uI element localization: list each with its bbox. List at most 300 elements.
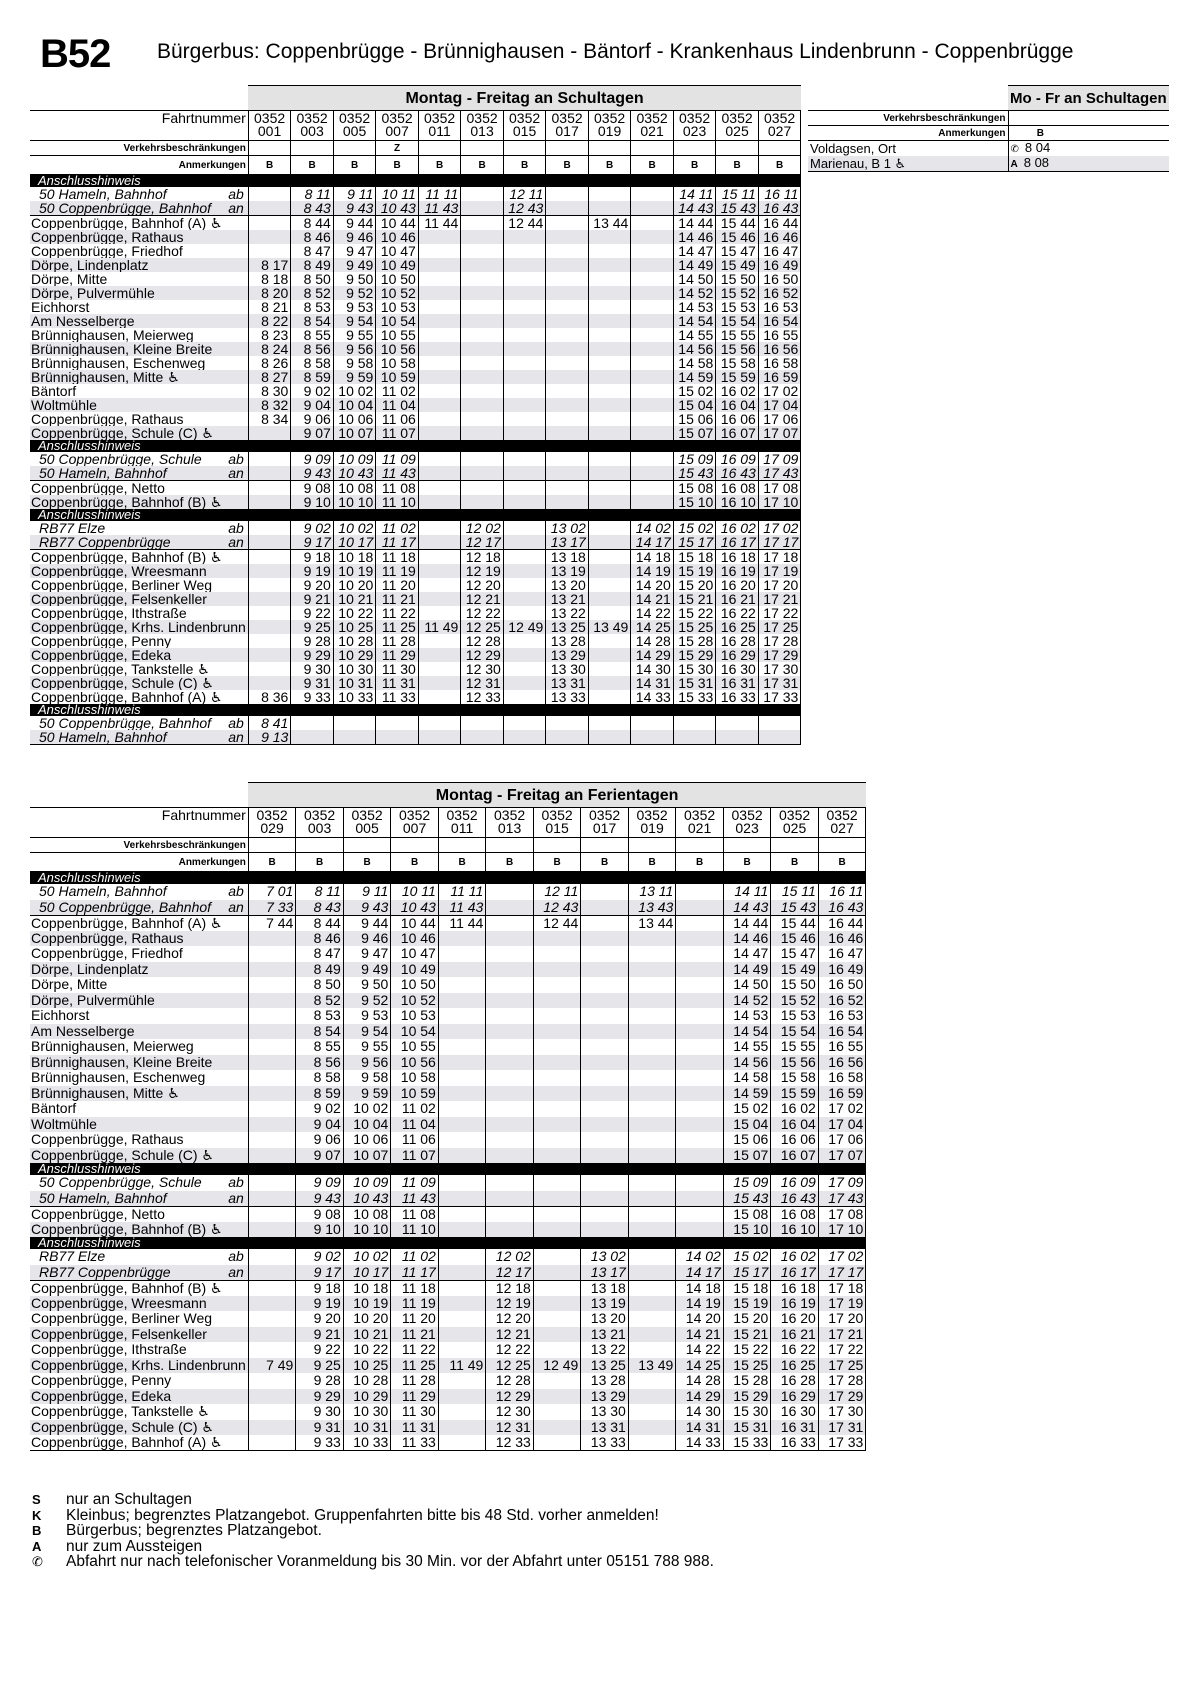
trip-number-label: Fahrtnummer [30,808,248,838]
time-cell: 14 30 [676,1404,724,1420]
trip-prefix: 0352 [424,110,456,126]
time-cell [581,900,629,916]
time-cell: 13 31 [581,1420,629,1436]
time-cell: 10 56 [391,1055,439,1071]
time-cell: 9 28 [296,1373,344,1389]
time-cell: 14 54 [723,1024,771,1040]
connection-name-cell [30,1175,248,1191]
time-cell [438,1342,486,1358]
time-cell [438,1389,486,1405]
time-cell: 9 21 [296,1327,344,1343]
time-cell: 10 29 [343,1389,391,1405]
time-cell [588,578,631,592]
stop-name: Dörpe, Lindenplatz [30,962,248,978]
stop-row [30,398,801,412]
time-cell: 8 46 [296,931,344,947]
time-cell: 16 08 [716,481,759,496]
time-cell [248,1175,296,1191]
connection-row [30,521,801,535]
time-cell: 16 04 [716,398,759,412]
legend-symbol: K [32,1507,42,1523]
time-cell [248,931,296,947]
time-cell [588,286,631,300]
time-cell [248,962,296,978]
time-cell: 10 02 [333,384,376,398]
trip-suffix: 029 [260,820,284,836]
time-cell: 16 52 [818,993,866,1009]
time-cell [581,1222,629,1238]
time-cell: 15 17 [673,535,716,550]
stop-name: Coppenbrügge, Penny [30,1373,248,1389]
note-cell: B [248,156,291,175]
time-cell: 11 43 [438,900,486,916]
time-cell: 9 04 [291,398,334,412]
time-cell [461,412,504,426]
time-cell [581,1039,629,1055]
connection-name-cell [30,1191,248,1207]
time-cell: 15 52 [716,286,759,300]
stop-row [30,690,801,704]
restriction-cell [533,838,581,853]
stop-name: Coppenbrügge, Bahnhof (B) ♿ [30,550,248,565]
time-cell: 7 44 [248,915,296,931]
time-cell: 9 08 [296,1206,344,1222]
time-cell: 8 34 [248,412,291,426]
time-cell: 13 29 [581,1389,629,1405]
time-cell [503,564,546,578]
time-cell [248,1435,296,1451]
time-cell [546,466,589,481]
time-cell [248,1265,296,1281]
arr-dep-marker: ab [228,521,244,535]
note-cell: B [333,156,376,175]
time-cell: 8 11 [296,884,344,900]
connection-name: 50 Hameln, Bahnhof [39,730,167,745]
time-cell [628,1373,676,1389]
time-cell: 14 22 [676,1342,724,1358]
note-cell: B [676,853,724,872]
time-cell: 14 50 [723,977,771,993]
time-cell: 16 33 [771,1435,819,1451]
time-cell: 14 47 [723,946,771,962]
stop-row [30,286,801,300]
time-cell: 8 47 [296,946,344,962]
time-cell [546,452,589,466]
time-cell [503,481,546,496]
time-cell: 8 20 [248,286,291,300]
trip-number [343,808,391,838]
time-cell: 13 18 [581,1280,629,1296]
time-cell: 10 52 [391,993,439,1009]
trip-suffix: 019 [640,820,664,836]
time-cell [438,1191,486,1207]
stop-name: Coppenbrügge, Edeka [30,1389,248,1405]
time-cell: 10 04 [343,1117,391,1133]
time-cell: 14 20 [676,1311,724,1327]
time-cell: 16 07 [716,426,759,440]
time-cell [503,230,546,244]
time-cell: 10 02 [343,1249,391,1265]
time-cell [546,300,589,314]
trip-prefix: 0352 [721,110,753,126]
time-cell: 16 22 [716,606,759,620]
time-cell [546,230,589,244]
time-cell: 15 09 [673,452,716,466]
time-cell: 11 09 [376,452,419,466]
time-cell: 12 22 [486,1342,534,1358]
time-cell: 15 30 [723,1404,771,1420]
time-cell: 13 20 [546,578,589,592]
restriction-cell [758,141,801,156]
time-cell [486,993,534,1009]
time-cell: 10 53 [391,1008,439,1024]
timetable-school-days [30,85,801,745]
time-cell: 16 28 [716,634,759,648]
time-cell [461,201,504,216]
time-cell [676,1024,724,1040]
time-cell: 8 56 [291,342,334,356]
stop-row [30,1358,866,1374]
time-cell: 15 02 [673,384,716,398]
time-cell: 11 17 [391,1265,439,1281]
trip-prefix: 0352 [636,110,668,126]
time-cell [503,676,546,690]
time-cell: 7 01 [248,884,296,900]
time-cell [503,466,546,481]
time-cell [248,550,291,565]
time-cell [581,962,629,978]
time-cell: 17 43 [818,1191,866,1207]
time-cell: 15 43 [673,466,716,481]
time-cell [438,1265,486,1281]
time-cell: 11 02 [376,521,419,535]
time-cell [673,716,716,730]
trip-prefix: 0352 [509,110,541,126]
time-cell: 10 43 [333,466,376,481]
connection-section-label: Anschlusshinweis [30,872,866,885]
time-cell [418,384,461,398]
time-cell: 12 31 [461,676,504,690]
time-cell: 11 09 [391,1175,439,1191]
restriction-cell [716,141,759,156]
trip-prefix: 0352 [351,807,383,823]
time-cell [438,977,486,993]
time-cell: 12 21 [461,592,504,606]
time-cell: 15 04 [673,398,716,412]
stop-row [30,1311,866,1327]
time-cell: 9 56 [343,1055,391,1071]
time-cell: 15 08 [673,481,716,496]
stop-name: Dörpe, Pulvermühle [30,286,248,300]
time-cell [438,1132,486,1148]
trip-prefix: 0352 [589,807,621,823]
time-cell: 15 44 [716,216,759,231]
time-cell [546,398,589,412]
time-cell: 11 25 [391,1358,439,1374]
time-cell: 11 10 [376,495,419,509]
arr-dep-marker: ab [228,1249,244,1265]
time-cell: 16 02 [716,384,759,398]
time-cell [248,1342,296,1358]
time-cell: 17 18 [818,1280,866,1296]
time-cell [588,564,631,578]
time-cell [486,1055,534,1071]
time-cell: 11 43 [376,466,419,481]
time-cell: 11 28 [376,634,419,648]
time-cell: 16 04 [771,1117,819,1133]
time-cell [676,1132,724,1148]
stop-row [30,1327,866,1343]
time-cell [676,900,724,916]
time-cell [533,1132,581,1148]
time-cell: 15 29 [673,648,716,662]
time-cell [248,1086,296,1102]
time-cell [758,716,801,730]
time-cell [546,272,589,286]
time-cell: 16 44 [818,915,866,931]
time-cell: 11 08 [376,481,419,496]
time-cell [438,1420,486,1436]
time-cell: 9 30 [296,1404,344,1420]
connection-name: 50 Hameln, Bahnhof [39,1190,167,1206]
time-cell [628,946,676,962]
time-cell [248,1101,296,1117]
time-cell: 16 44 [758,216,801,231]
stop-name: Coppenbrügge, Rathaus [30,1132,248,1148]
time-cell [581,915,629,931]
time-cell: 10 22 [333,606,376,620]
time-cell: 12 19 [486,1296,534,1312]
trip-number [248,808,296,838]
time-cell [248,634,291,648]
time-cell [628,1265,676,1281]
time-cell: 9 46 [333,230,376,244]
time-cell [588,258,631,272]
time-cell: 16 06 [771,1132,819,1148]
time-cell [588,187,631,201]
trip-prefix: 0352 [446,807,478,823]
stop-name: Eichhorst [30,300,248,314]
arr-dep-marker: ab [228,716,244,730]
time-cell: 16 55 [818,1039,866,1055]
connection-name: 50 Coppenbrügge, Bahnhof [39,899,212,915]
time-cell: 14 44 [723,915,771,931]
time-cell [631,481,674,496]
time-cell: 15 10 [723,1222,771,1238]
time-cell [248,1404,296,1420]
time-cell: 9 46 [343,931,391,947]
time-cell [418,314,461,328]
time-cell [546,426,589,440]
time-cell [533,1296,581,1312]
stop-row [30,1389,866,1405]
time-cell [628,1175,676,1191]
time-cell: 11 31 [376,676,419,690]
time-cell: 10 19 [343,1296,391,1312]
connection-row [30,730,801,745]
time-cell: 15 31 [723,1420,771,1436]
side-stop-row [808,141,1169,157]
time-cell [588,648,631,662]
time-cell [581,1070,629,1086]
time-cell: 13 30 [581,1404,629,1420]
time-cell [248,564,291,578]
time-cell [588,495,631,509]
time-cell [503,328,546,342]
trip-suffix: 021 [640,123,664,139]
stop-name: Dörpe, Mitte [30,272,248,286]
time-cell: 9 28 [291,634,334,648]
time-cell [438,962,486,978]
time-cell: 10 58 [376,356,419,370]
time-cell: 12 02 [486,1249,534,1265]
connection-name-cell [30,535,248,550]
time-cell [418,578,461,592]
restriction-cell [588,141,631,156]
time-cell: 17 20 [818,1311,866,1327]
time-cell: 13 02 [546,521,589,535]
trip-number [291,111,334,141]
time-cell [418,730,461,745]
note-cell: B [486,853,534,872]
time-cell: 9 25 [296,1358,344,1374]
time-cell [631,495,674,509]
restriction-cell [771,838,819,853]
time-cell [546,370,589,384]
time-cell: 14 56 [723,1055,771,1071]
time-cell [248,578,291,592]
trip-suffix: 003 [307,820,332,836]
time-cell [628,1191,676,1207]
legend-text: nur an Schultagen [66,1491,192,1508]
time-cell: 9 09 [291,452,334,466]
time-cell: 11 04 [376,398,419,412]
time-cell: 14 59 [673,370,716,384]
stop-row [30,1280,866,1296]
time-cell [503,272,546,286]
stop-name: Coppenbrügge, Bahnhof (B) ♿ [30,495,248,509]
time-cell: 8 52 [296,993,344,1009]
time-cell: 13 43 [628,900,676,916]
stop-name: Woltmühle [30,398,248,412]
time-cell: 17 04 [758,398,801,412]
stop-name: Brünnighausen, Eschenweg [30,356,248,370]
time-cell: 11 02 [376,384,419,398]
time-cell [248,230,291,244]
time-cell [628,1206,676,1222]
time-cell [631,716,674,730]
legend-item [32,1508,714,1524]
time-cell: 9 07 [296,1148,344,1164]
time-cell: 17 06 [758,412,801,426]
time-cell: 9 59 [343,1086,391,1102]
time-cell [533,1055,581,1071]
trip-number [486,808,534,838]
time-cell [503,412,546,426]
stop-name: Coppenbrügge, Krhs. Lindenbrunn [30,1358,248,1374]
connection-row [30,1249,866,1265]
legend-symbol: ✆ [32,1554,43,1569]
time-cell [418,634,461,648]
time-cell [581,1191,629,1207]
time-cell: 16 02 [771,1101,819,1117]
stop-name: Coppenbrügge, Felsenkeller [30,592,248,606]
time-cell: 11 44 [418,216,461,231]
stop-row [30,1342,866,1358]
restriction-cell [546,141,589,156]
time-cell [503,314,546,328]
trip-prefix: 0352 [764,110,796,126]
time-cell [676,1175,724,1191]
time-cell [628,1420,676,1436]
time-cell: 12 29 [486,1389,534,1405]
trip-prefix: 0352 [679,110,711,126]
time-cell [581,1101,629,1117]
trip-suffix: 013 [497,820,522,836]
time-cell [418,606,461,620]
time-cell [546,314,589,328]
time-cell: 9 17 [291,535,334,550]
time-cell: 10 10 [333,495,376,509]
time-cell [581,1086,629,1102]
time-cell [486,1206,534,1222]
note-cell: B [343,853,391,872]
time-cell: 9 33 [291,690,334,704]
time-cell [628,1327,676,1343]
time-cell [461,495,504,509]
time-cell [533,1039,581,1055]
time-cell [676,993,724,1009]
trip-number [588,111,631,141]
time-cell: 13 25 [581,1358,629,1374]
time-cell: 13 44 [588,216,631,231]
time-cell [676,884,724,900]
time-cell: 17 17 [818,1265,866,1281]
connection-section-label: Anschlusshinweis [30,1237,866,1249]
time-cell [438,1404,486,1420]
time-cell [503,578,546,592]
time-cell: 7 49 [248,1358,296,1374]
stop-name: Coppenbrügge, Tankstelle ♿ [30,662,248,676]
time-cell: 9 02 [291,521,334,535]
time-cell [588,384,631,398]
time-cell: 8 53 [291,300,334,314]
stop-name: Coppenbrügge, Tankstelle ♿ [30,1404,248,1420]
trip-prefix: 0352 [541,807,573,823]
note-cell: B [533,853,581,872]
note-cell: B [391,853,439,872]
time-cell [461,716,504,730]
time-cell: 15 17 [723,1265,771,1281]
time-cell: 15 50 [716,272,759,286]
time-cell: 14 43 [673,201,716,216]
trip-prefix: 0352 [256,807,288,823]
time-cell [248,1024,296,1040]
arr-dep-marker: ab [228,452,244,466]
time-cell [461,426,504,440]
time-cell: 11 33 [391,1435,439,1451]
time-cell: 15 18 [723,1280,771,1296]
time-cell: 14 02 [676,1249,724,1265]
time-cell: 12 30 [486,1404,534,1420]
arr-dep-marker: an [228,1190,244,1206]
time-cell: 17 29 [818,1389,866,1405]
time-cell: 10 43 [343,1191,391,1207]
time-cell: 16 17 [771,1265,819,1281]
time-cell [438,1070,486,1086]
time-cell: 10 10 [343,1222,391,1238]
time-cell: 13 28 [581,1373,629,1389]
